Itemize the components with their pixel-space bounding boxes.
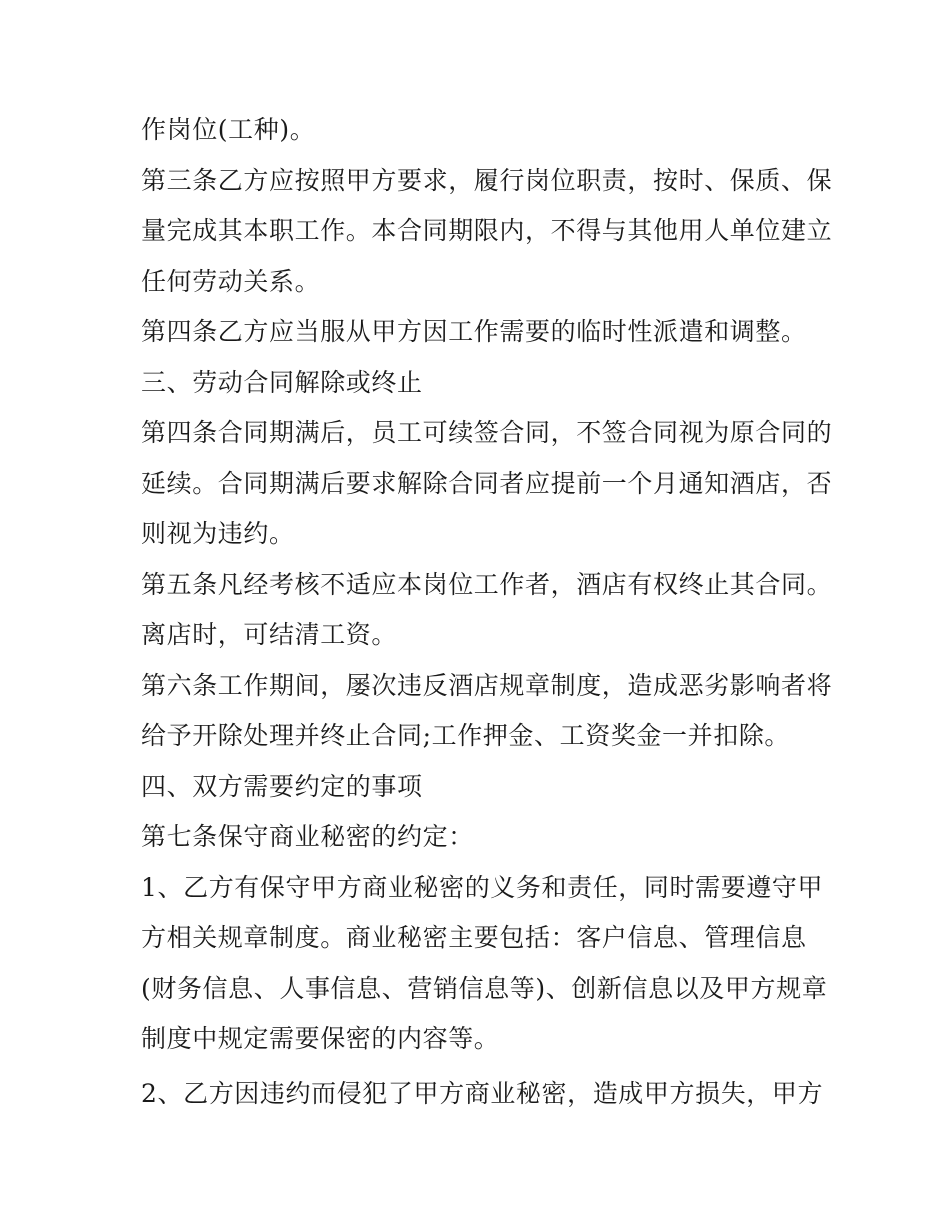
- text-line: 离店时，可结清工资。: [141, 620, 398, 649]
- section-heading: 四、双方需要约定的事项: [141, 772, 423, 801]
- text-line: 量完成其本职工作。本合同期限内，不得与其他用人单位建立: [141, 216, 833, 245]
- text-line: 第三条乙方应按照甲方要求，履行岗位职责，按时、保质、保: [141, 166, 833, 195]
- text-line: 1、乙方有保守甲方商业秘密的义务和责任，同时需要遵守甲: [141, 873, 824, 902]
- text-line: 2、乙方因违约而侵犯了甲方商业秘密，造成甲方损失，甲方: [141, 1079, 824, 1108]
- text-line: 延续。合同期满后要求解除合同者应提前一个月通知酒店，否: [141, 469, 833, 498]
- text-line: 第七条保守商业秘密的约定：: [141, 822, 474, 851]
- section-heading: 三、劳动合同解除或终止: [141, 368, 423, 397]
- text-line: 制度中规定需要保密的内容等。: [141, 1024, 500, 1053]
- text-line: 给予开除处理并终止合同;工作押金、工资奖金一并扣除。: [141, 721, 791, 750]
- text-line: 方相关规章制度。商业秘密主要包括：客户信息、管理信息: [141, 923, 807, 952]
- text-line: 第六条工作期间，屡次违反酒店规章制度，造成恶劣影响者将: [141, 671, 833, 700]
- text-line: 第四条合同期满后，员工可续签合同，不签合同视为原合同的: [141, 418, 833, 447]
- text-line: 第四条乙方应当服从甲方因工作需要的临时性派遣和调整。: [141, 317, 807, 346]
- text-line: 作岗位(工种)。: [141, 115, 316, 144]
- text-line: 则视为违约。: [141, 519, 295, 548]
- text-line: (财务信息、人事信息、营销信息等)、创新信息以及甲方规章: [141, 974, 828, 1003]
- text-line: 第五条凡经考核不适应本岗位工作者，酒店有权终止其合同。: [141, 570, 833, 599]
- text-line: 任何劳动关系。: [141, 267, 321, 296]
